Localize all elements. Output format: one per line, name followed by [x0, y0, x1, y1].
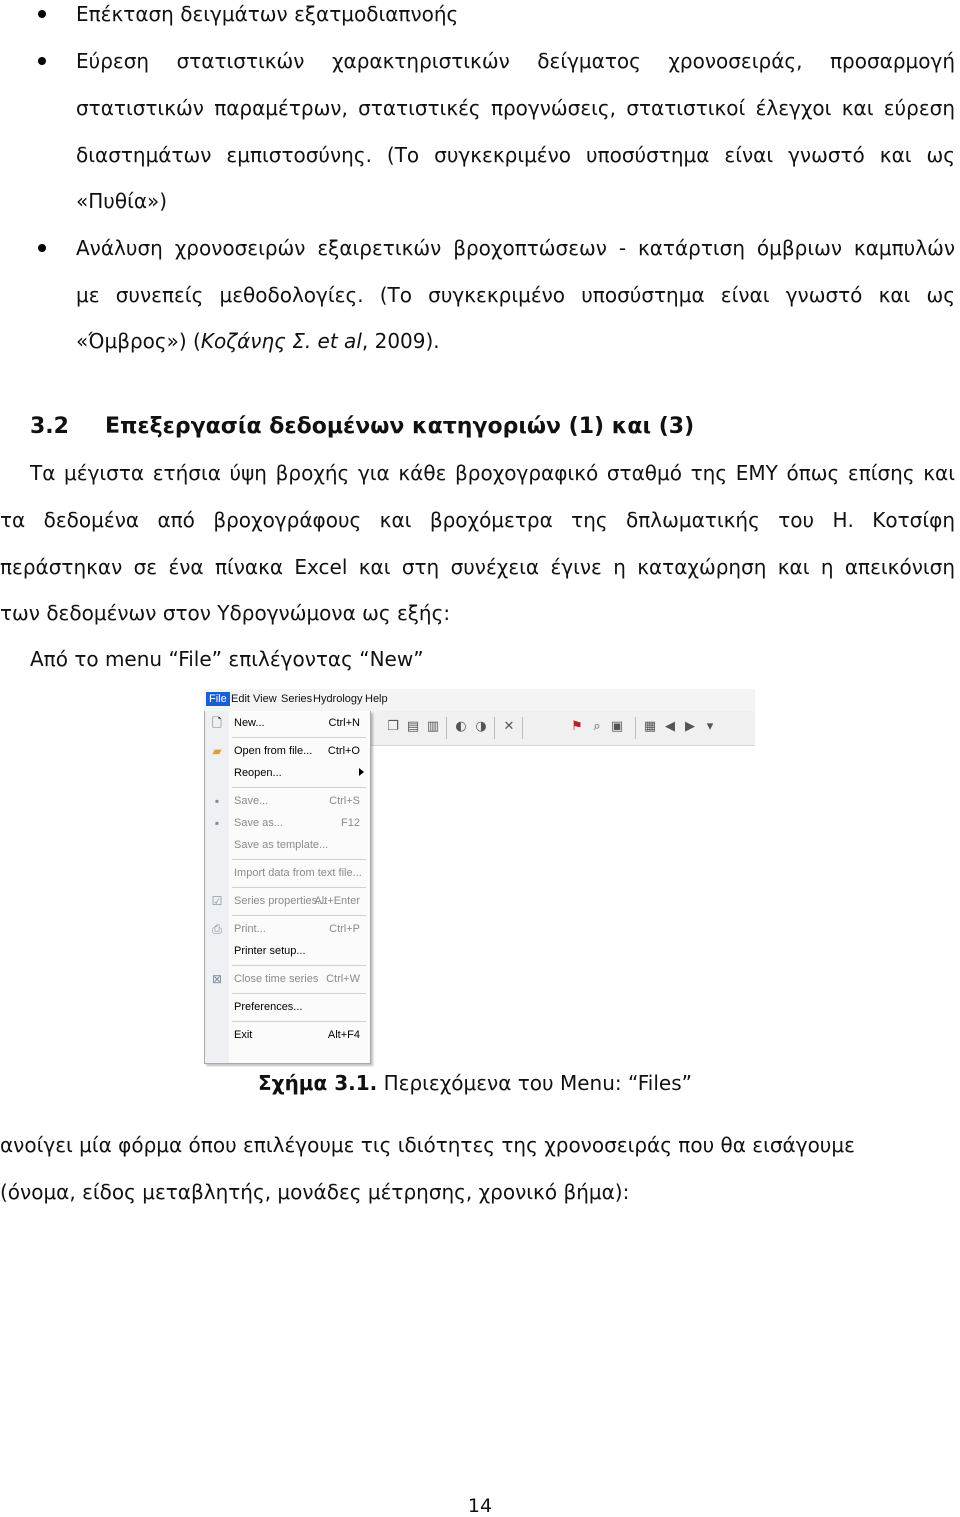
menu-help[interactable]: Help	[365, 693, 388, 705]
menu-item-label: Save...	[234, 795, 269, 807]
menu-item-label: Save as...	[234, 817, 283, 829]
paste-special-icon[interactable]: ▥	[426, 719, 440, 734]
toolbar-separator	[446, 717, 447, 739]
menu-item-label: Import data from text file...	[234, 867, 362, 879]
bullet-3-line-1: Ανάλυση χρονοσειρών εξαιρετικών βροχοπτώσεων - κατάρτιση όμβριων καμπυλών	[76, 236, 955, 260]
closing-line-1: ανοίγει μία φόρμα όπου επιλέγουμε τις ιδιότητες της χρονοσειράς που θα εισάγουμε	[0, 1133, 855, 1157]
menu-separator	[232, 1021, 366, 1022]
toolbar	[369, 711, 755, 746]
menu-item-label: Open from file...	[234, 745, 313, 757]
menu-item-series-properties[interactable]	[205, 891, 370, 913]
menu-item-label: Printer setup...	[234, 945, 306, 957]
bullet-dot	[38, 10, 46, 18]
menu-item-close-series[interactable]	[205, 969, 370, 991]
menu-item-shortcut: Ctrl+N	[328, 717, 360, 729]
lock-icon[interactable]: ▣	[610, 719, 624, 734]
delete-icon[interactable]: ✕	[503, 719, 515, 734]
menu-separator	[232, 787, 366, 788]
menu-item-label: Preferences...	[234, 1001, 303, 1013]
menu-intro-text: Από το menu “File” επιλέγοντας “New”	[30, 647, 424, 671]
flag-icon[interactable]: ⚑	[571, 719, 583, 734]
bullet-3-line-2: με συνεπείς μεθοδολογίες. (Το συγκεκριμένο υποσύστημα είναι γνωστό και ως	[76, 283, 955, 307]
menu-item-save-template[interactable]	[205, 835, 370, 857]
caption-label: Σχήμα 3.1.	[258, 1071, 378, 1095]
citation-prefix: «Όμβρος») (	[76, 329, 201, 353]
menu-item-shortcut: Alt+Enter	[314, 895, 360, 907]
paragraph-line-4: των δεδομένων στον Υδρογνώμονα ως εξής:	[0, 601, 451, 625]
menu-separator	[232, 915, 366, 916]
save-as-icon: ▪	[214, 816, 220, 830]
bullet-2-line-4: «Πυθία»)	[76, 189, 168, 213]
bullet-2-line-3: διαστημάτων εμπιστοσύνης. (Το συγκεκριμένο υποσύστημα είναι γνωστό και ως	[76, 143, 955, 167]
menu-item-open[interactable]	[205, 741, 370, 763]
menu-edit[interactable]: Edit	[231, 693, 250, 705]
menu-item-new[interactable]	[205, 713, 370, 735]
menu-item-label: Print...	[234, 923, 266, 935]
open-folder-icon: ▰	[212, 744, 222, 758]
menu-separator	[232, 993, 366, 994]
menu-separator	[232, 737, 366, 738]
menu-item-shortcut: Ctrl+O	[327, 745, 360, 757]
menu-item-shortcut: F12	[341, 817, 360, 829]
menu-item-label: Close time series	[234, 973, 319, 985]
find-icon[interactable]: ⌕	[593, 719, 601, 734]
printer-icon: ⎙	[212, 922, 222, 936]
menu-item-label: Reopen...	[234, 767, 282, 779]
paragraph-line-2: τα δεδομένα από βροχογράφους και βροχόμετρα της δπλωματικής του Η. Κοτσίφη	[0, 508, 955, 532]
menu-item-preferences[interactable]	[205, 997, 370, 1019]
menu-item-import[interactable]	[205, 863, 370, 885]
forward-icon[interactable]: ▶	[685, 719, 695, 734]
bullet-3-line-3	[76, 329, 440, 353]
back-icon[interactable]: ◀	[665, 719, 675, 734]
section-number: 3.2	[30, 414, 69, 439]
menu-item-shortcut: Ctrl+W	[326, 973, 360, 985]
menu-item-label: Exit	[234, 1029, 253, 1041]
menu-item-printer-setup[interactable]	[205, 941, 370, 963]
undo-icon[interactable]: ◐	[455, 719, 467, 734]
menu-item-shortcut: Alt+F4	[327, 1029, 360, 1041]
section-title: Επεξεργασία δεδομένων κατηγοριών (1) και (3)	[105, 414, 695, 439]
copy-icon[interactable]: ❐	[387, 719, 399, 734]
toolbar-separator	[635, 717, 636, 739]
toolbar-separator	[522, 717, 523, 739]
menu-view[interactable]: View	[253, 693, 277, 705]
bullet-2-line-1: Εύρεση στατιστικών χαρακτηριστικών δείγματος χρονοσειράς, προσαρμογή	[76, 49, 955, 73]
caption-text: Περιεχόμενα του Menu: “Files”	[377, 1071, 692, 1095]
save-icon: ▪	[214, 794, 220, 808]
menu-item-print[interactable]	[205, 919, 370, 941]
table-icon[interactable]: ▦	[643, 719, 657, 734]
menu-item-save[interactable]	[205, 791, 370, 813]
redo-icon[interactable]: ◑	[475, 719, 487, 734]
menu-item-shortcut: Ctrl+S	[329, 795, 360, 807]
menu-separator	[232, 887, 366, 888]
dropdown-icon[interactable]: ▾	[706, 719, 714, 734]
bullet-dot	[38, 57, 46, 65]
closing-line-2: (όνομα, είδος μεταβλητής, μονάδες μέτρησης, χρονικό βήμα):	[0, 1180, 630, 1204]
menu-separator	[232, 965, 366, 966]
close-series-icon: ⊠	[211, 972, 223, 986]
paste-icon[interactable]: ▤	[406, 719, 420, 734]
paragraph-line-1: Τα μέγιστα ετήσια ύψη βροχής για κάθε βροχογραφικό σταθμό της ΕΜΥ όπως επίσης και	[30, 461, 955, 485]
menu-separator	[232, 859, 366, 860]
menu-item-label: Save as template...	[234, 839, 329, 851]
menu-item-reopen[interactable]	[205, 763, 370, 785]
menu-bar	[204, 689, 755, 711]
paragraph-line-3: περάστηκαν σε ένα πίνακα Excel και στη συνέχεια έγινε η καταχώρηση και η απεικόνιση	[0, 555, 955, 579]
menu-hydrology[interactable]: Hydrology	[313, 693, 363, 705]
citation-authors: Κοζάνης Σ. et al	[200, 329, 362, 353]
menu-item-save-as[interactable]	[205, 813, 370, 835]
bullet-dot	[38, 244, 46, 252]
citation-year: , 2009).	[361, 329, 440, 353]
properties-icon: ☑	[211, 894, 223, 908]
submenu-arrow-icon	[359, 768, 364, 776]
bullet-1-text: Επέκταση δειγμάτων εξατμοδιαπνοής	[76, 2, 459, 26]
figure-caption	[258, 1071, 692, 1095]
menu-item-label: Series properties...	[234, 895, 327, 907]
menu-item-shortcut: Ctrl+P	[329, 923, 360, 935]
menu-item-exit[interactable]	[205, 1025, 370, 1047]
menu-file[interactable]: File	[206, 692, 230, 706]
menu-series[interactable]: Series	[281, 693, 313, 705]
menu-item-label: New...	[234, 717, 265, 729]
page-number: 14	[467, 1495, 493, 1517]
menu-screenshot	[204, 689, 755, 1067]
new-document-icon: 🗋	[212, 716, 222, 730]
toolbar-separator	[494, 717, 495, 739]
file-menu-dropdown	[204, 711, 371, 1064]
bullet-2-line-2: στατιστικών παραμέτρων, στατιστικές προγνώσεις, στατιστικοί έλεγχοι και εύρεση	[76, 96, 955, 120]
